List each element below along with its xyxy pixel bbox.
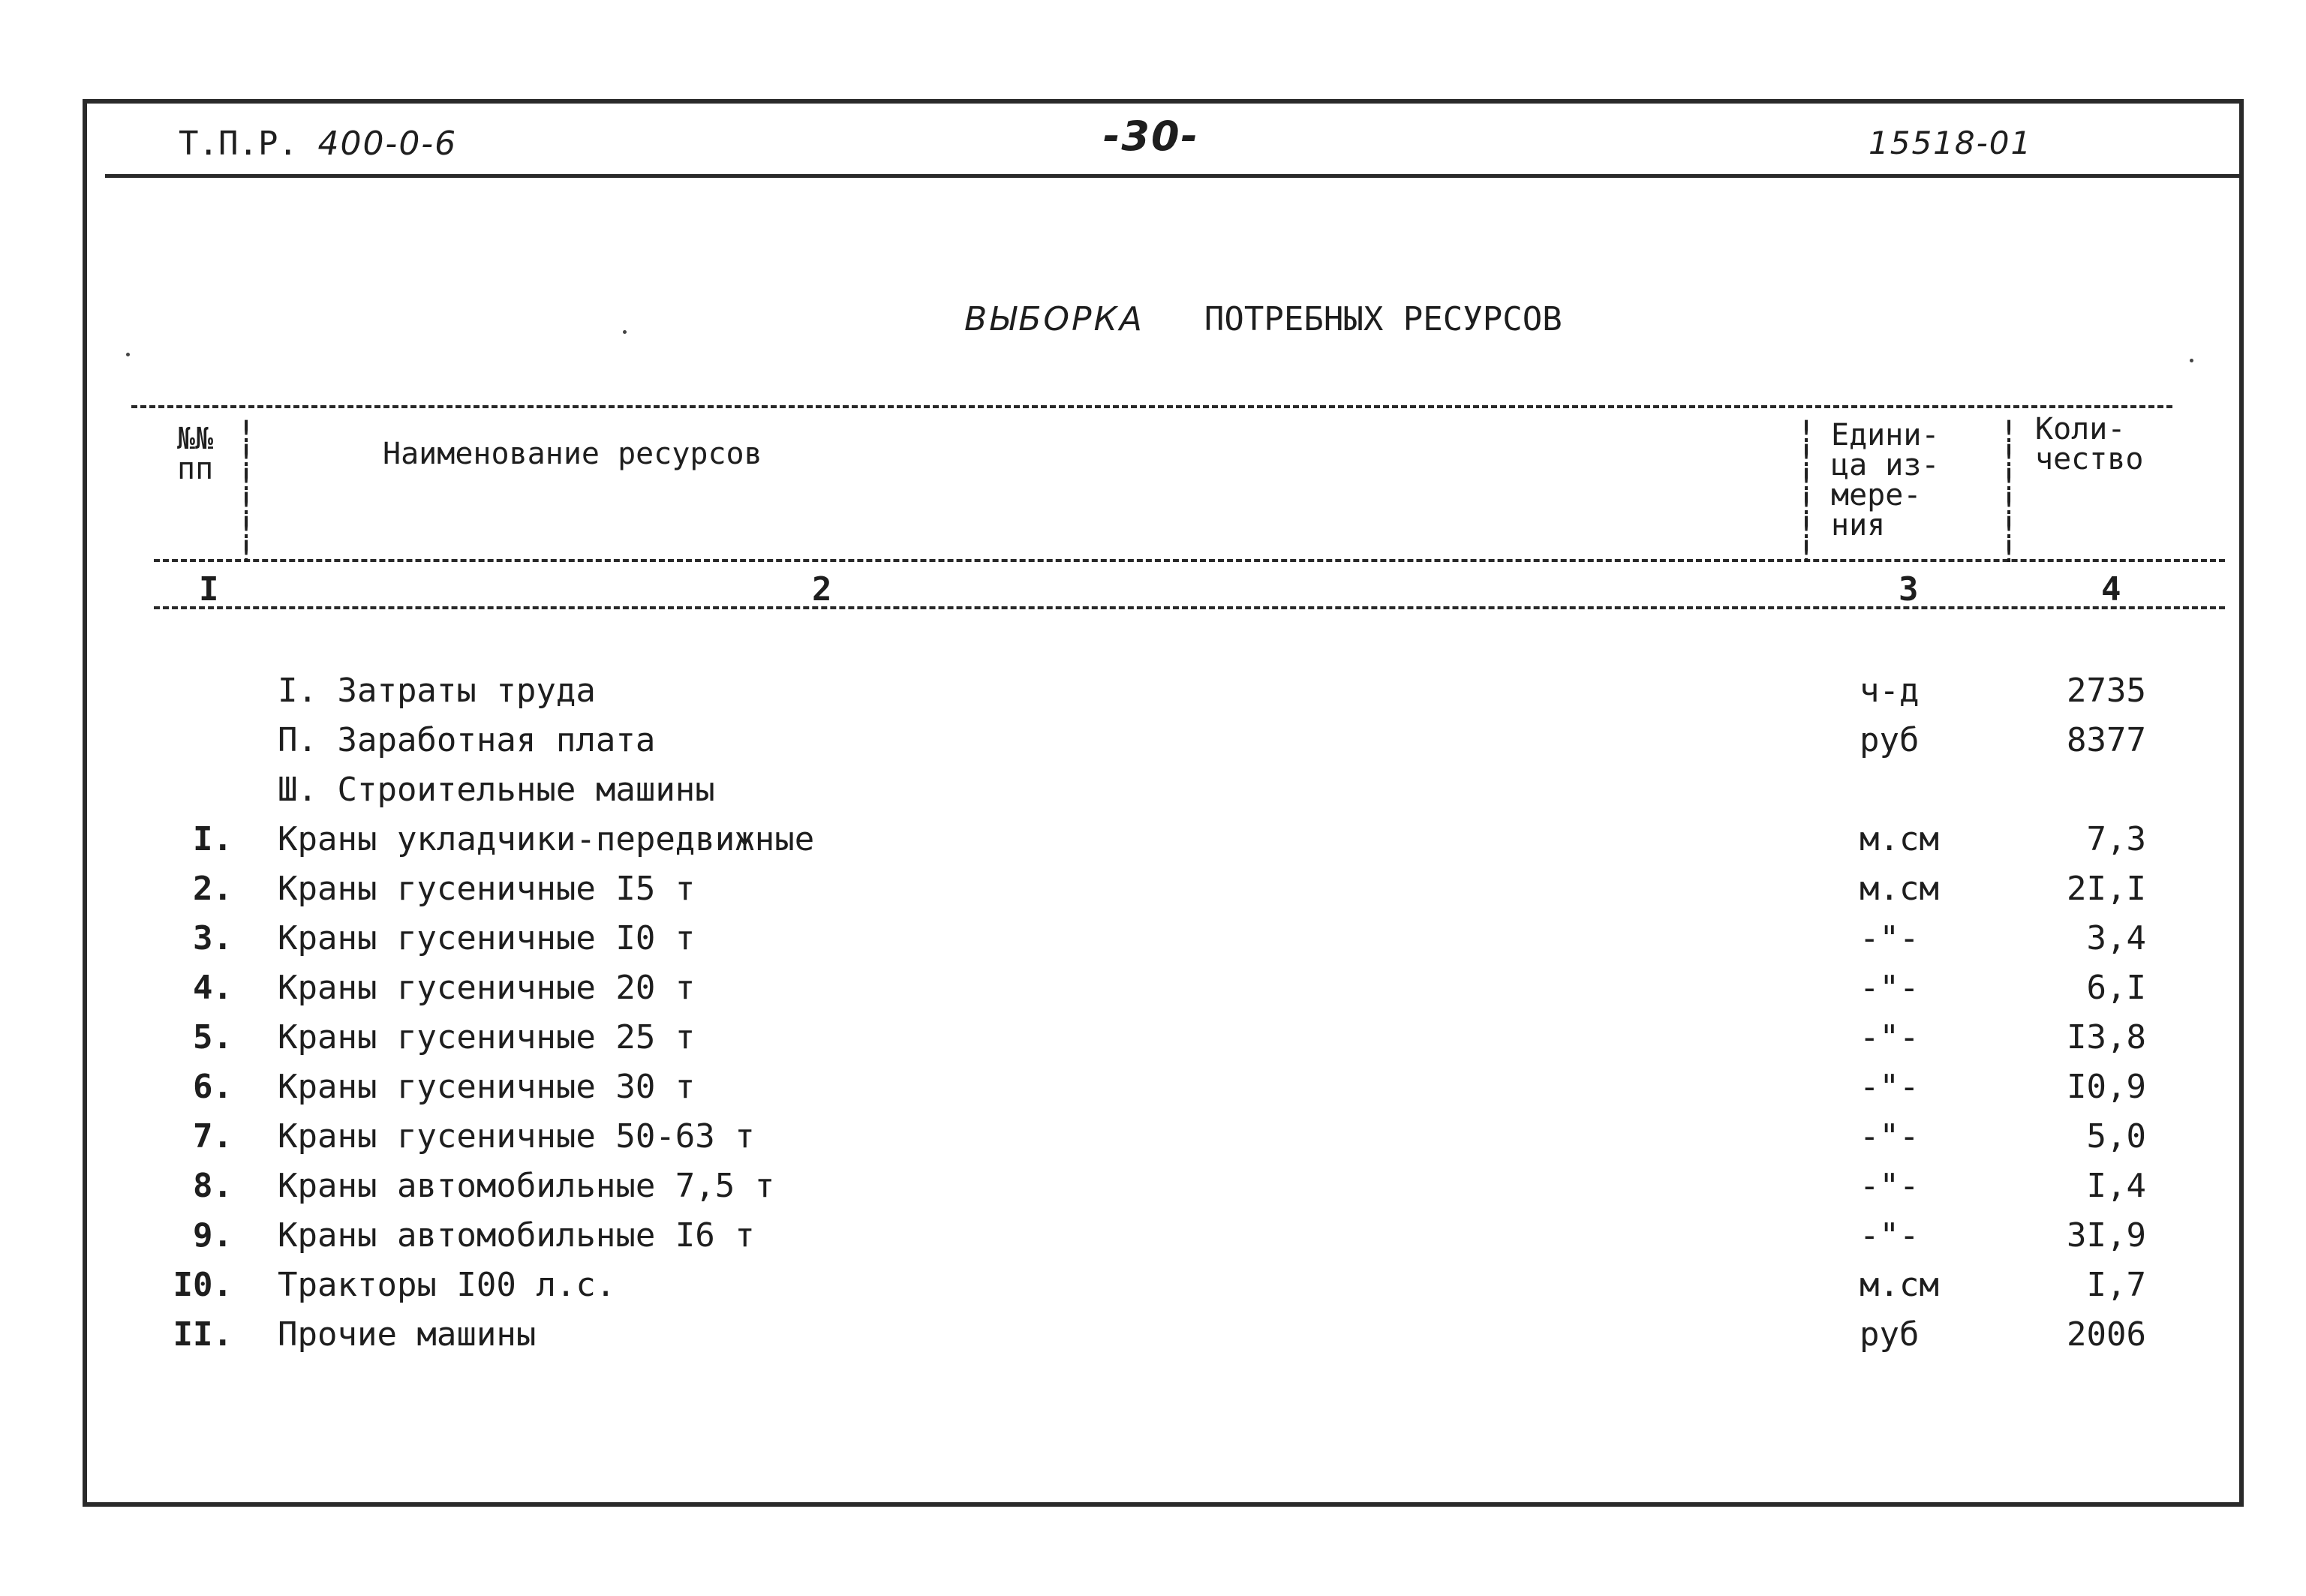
row-unit: м.см [1860,870,1939,908]
row-qty: 3,4 [2086,919,2146,957]
row-name: Краны гусеничные I0 т [278,919,696,957]
header-name: Наименование ресурсов [383,437,762,471]
row-number: 4. [193,969,233,1007]
row-unit: м.см [1860,820,1939,858]
row-unit: -"- [1860,969,1920,1007]
row-qty: 2735 [2067,672,2146,710]
row-unit: -"- [1860,1068,1920,1106]
table-row [0,1117,2306,1167]
table-row [0,672,2306,721]
column-number-3: 3 [1899,570,1919,609]
doc-code-number: 400-0-6 [317,125,458,163]
scan-speck [126,353,130,356]
row-name: I. Затраты труда [278,672,596,710]
row-number: 3. [193,919,233,957]
row-number: 5. [193,1018,233,1056]
row-qty: I,4 [2086,1167,2146,1205]
doc-code-prefix: Т.П.Р. [179,125,298,163]
row-qty: 7,3 [2086,820,2146,858]
header-rule [105,174,2241,178]
row-qty: 3I,9 [2067,1216,2146,1255]
table-row [0,820,2306,870]
row-qty: 8377 [2067,721,2146,759]
row-unit: ч-д [1860,672,1920,710]
row-name: Краны гусеничные 50-63 т [278,1117,755,1156]
header-unit: Едини- ца из- мере- ния [1831,418,1940,543]
page-number: -30- [1103,113,1199,160]
scan-speck [623,330,627,334]
table-row [0,870,2306,919]
row-name: Краны гусеничные 30 т [278,1068,696,1106]
row-name: Краны автомобильные 7,5 т [278,1167,775,1205]
row-number: 6. [193,1068,233,1106]
row-unit: -"- [1860,1117,1920,1156]
row-unit: -"- [1860,1216,1920,1255]
row-number: I. [193,820,233,858]
table-row [0,1068,2306,1117]
table-row [0,969,2306,1018]
row-name: Краны гусеничные 25 т [278,1018,696,1056]
row-qty: 5,0 [2086,1117,2146,1156]
column-separator-1: ! ! ! ! ! ! [237,415,256,570]
row-qty: I3,8 [2067,1018,2146,1056]
column-number-1: I [199,570,219,609]
row-qty: I0,9 [2067,1068,2146,1106]
row-number: 2. [193,870,233,908]
row-unit: м.см [1860,1266,1939,1304]
row-number: 7. [193,1117,233,1156]
row-number: I0. [173,1266,233,1304]
row-number: 8. [193,1167,233,1205]
table-row [0,771,2306,820]
table-row [0,1216,2306,1266]
header-qty: Коли- чество [2035,412,2144,476]
row-qty: 2I,I [2067,870,2146,908]
table-top-rule [131,405,2172,408]
table-row [0,1315,2306,1365]
row-name: П. Заработная плата [278,721,656,759]
header-no: №№ пп [177,422,214,486]
row-qty: I,7 [2086,1266,2146,1304]
row-qty: 2006 [2067,1315,2146,1354]
table-header-rule [154,559,2225,562]
column-separator-3: ! ! ! ! ! ! [2000,415,2019,570]
row-name: Краны укладчики-передвижные [278,820,815,858]
row-name: Краны гусеничные I5 т [278,870,696,908]
scan-speck [2190,359,2193,362]
column-number-2: 2 [812,570,832,609]
row-number: 9. [193,1216,233,1255]
row-name: Тракторы I00 л.с. [278,1266,616,1304]
table-row [0,1018,2306,1068]
sheet-code: 15518-01 [1869,125,2033,161]
doc-code [179,125,457,163]
row-unit: -"- [1860,1167,1920,1205]
row-name: Прочие машины [278,1315,537,1354]
column-separator-2: ! ! ! ! ! ! [1797,415,1816,570]
title-word-handwritten: ВЫБОРКА [964,300,1144,338]
row-unit: руб [1860,1315,1920,1354]
row-qty: 6,I [2086,969,2146,1007]
table-row [0,1167,2306,1216]
table-row [0,1266,2306,1315]
row-unit: -"- [1860,1018,1920,1056]
row-unit: руб [1860,721,1920,759]
table-row [0,919,2306,969]
row-name: Ш. Строительные машины [278,771,715,809]
page-title [964,300,1562,338]
row-name: Краны автомобильные I6 т [278,1216,755,1255]
column-number-4: 4 [2101,570,2121,609]
row-unit: -"- [1860,919,1920,957]
table-row [0,721,2306,771]
row-name: Краны гусеничные 20 т [278,969,696,1007]
row-number: II. [173,1315,233,1354]
title-rest: ПОТРЕБНЫХ РЕСУРСОВ [1204,300,1562,338]
